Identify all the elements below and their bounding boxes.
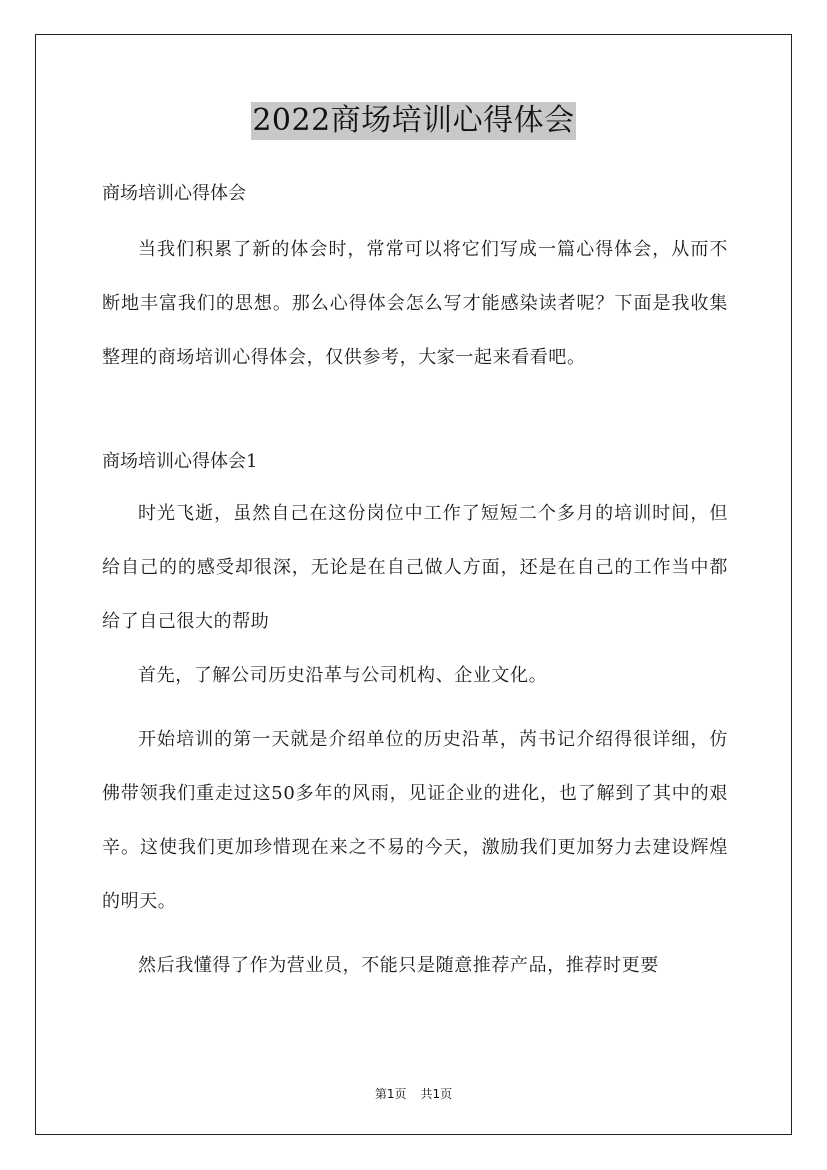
page-footer bbox=[0, 1085, 827, 1102]
document-body bbox=[102, 176, 728, 993]
document-subtitle: 商场培训心得体会 bbox=[102, 183, 246, 204]
page-total: 共1页 bbox=[420, 1087, 453, 1101]
body-paragraph: 然后我懂得了作为营业员，不能只是随意推荐产品，推荐时更要 bbox=[138, 955, 659, 976]
intro-paragraph: 当我们积累了新的体会时，常常可以将它们写成一篇心得体会，从而不断地丰富我们的思想。那么心得体会怎么写才能感染读者呢？下面是我收集整理的商场培训心得体会，仅供参考，大家一起来看看吧。 bbox=[102, 239, 728, 368]
document-title: 2022商场培训心得体会 bbox=[252, 103, 575, 138]
body-paragraph: 开始培训的第一天就是介绍单位的历史沿革，芮书记介绍得很详细，仿佛带领我们重走过这50多年的风雨，见证企业的进化，也了解到了其中的艰辛。这使我们更加珍惜现在来之不易的今天，激励我们更加努力去建设辉煌的明天。 bbox=[102, 729, 728, 912]
body-paragraph: 首先，了解公司历史沿革与公司机构、企业文化。 bbox=[138, 665, 548, 686]
body-paragraph: 时光飞逝，虽然自己在这份岗位中工作了短短二个多月的培训时间，但给自己的的感受却很深，无论是在自己做人方面，还是在自己的工作当中都给了自己很大的帮助 bbox=[102, 503, 728, 632]
page-number: 第1页 bbox=[374, 1087, 407, 1101]
title-container bbox=[0, 102, 827, 140]
section-heading: 商场培训心得体会1 bbox=[102, 451, 258, 472]
